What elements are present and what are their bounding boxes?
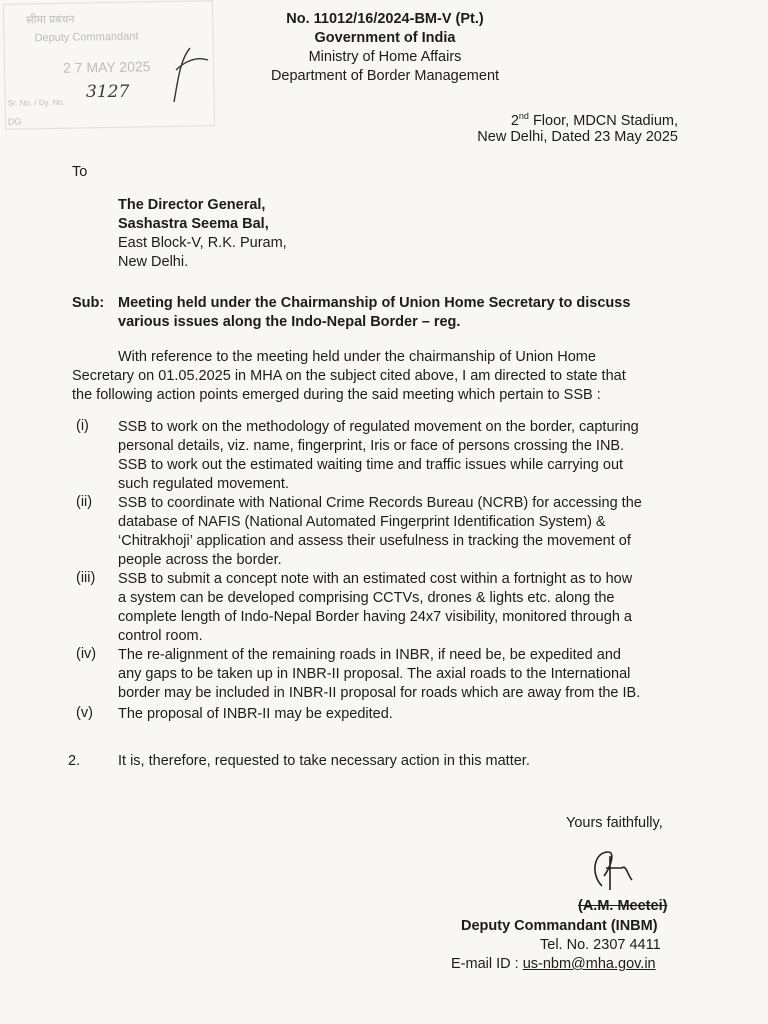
action-point-line: personal details, viz. name, fingerprint, Iris or face of persons crossing the INB. — [118, 438, 625, 454]
action-point-number: (iii) — [76, 570, 96, 586]
action-point-line: SSB to work on the methodology of regulated movement on the border, capturing — [118, 419, 639, 435]
telephone: Tel. No. 2307 4411 — [540, 937, 661, 953]
file-number: No. 11012/16/2024-BM-V (Pt.) — [286, 11, 484, 27]
email-link[interactable]: us-nbm@mha.gov.in — [522, 956, 656, 972]
stamp-dg: DG — [7, 116, 22, 127]
government-title: Government of India — [314, 30, 456, 46]
to-label: To — [72, 164, 88, 180]
stamp-line1: सीमा प्रबंधन — [26, 13, 75, 27]
floor-number: 2 — [510, 112, 519, 129]
stamp-date: 2 7 MAY 2025 — [62, 58, 151, 76]
action-point-line: ‘Chitrakhoji’ application and assess their usefulness in tracking the movement of — [118, 533, 631, 549]
action-point-line: SSB to coordinate with National Crime Records Bureau (NCRB) for accessing the — [118, 495, 642, 511]
action-point-number: (iv) — [76, 646, 97, 662]
addressee-line4: New Delhi. — [118, 254, 189, 270]
action-point-line: complete length of Indo-Nepal Border having 24x7 visibility, monitored through a — [118, 609, 632, 625]
department-title: Department of Border Management — [270, 68, 500, 84]
floor-text: Floor, MDCN Stadium, — [528, 112, 678, 129]
yours-faithfully: Yours faithfully, — [566, 815, 663, 831]
para2-number: 2. — [68, 753, 81, 769]
action-point-line: border may be included in INBR-II proposal for roads which are away from the IB. — [118, 685, 641, 701]
signatory-name: (A.M. Meetei) — [578, 898, 668, 914]
subject-label: Sub: — [72, 295, 105, 311]
stamp-line2: Deputy Commandant — [34, 30, 139, 45]
action-point-number: (v) — [76, 705, 93, 721]
dated-line: New Delhi, Dated 23 May 2025 — [477, 129, 678, 145]
para1-line2: Secretary on 01.05.2025 in MHA on the subject cited above, I am directed to state that — [72, 368, 626, 384]
ministry-title: Ministry of Home Affairs — [308, 49, 462, 65]
para2-text: It is, therefore, requested to take necessary action in this matter. — [118, 753, 530, 769]
action-point-line: SSB to submit a concept note with an estimated cost within a fortnight as to how — [118, 571, 633, 587]
subject-line2: various issues along the Indo-Nepal Border – reg. — [118, 314, 461, 330]
para1-line1: With reference to the meeting held under the chairmanship of Union Home — [118, 349, 596, 365]
stamp-initial-scribble — [150, 40, 220, 110]
email-label: E-mail ID : — [451, 956, 523, 972]
addressee-line1: The Director General, — [118, 197, 266, 213]
action-point-line: a system can be developed comprising CCTVs, drones & lights etc. along the — [118, 590, 615, 606]
signature — [588, 846, 634, 894]
action-point-line: database of NAFIS (National Automated Fingerprint Identification System) & — [118, 514, 606, 530]
signatory-designation: Deputy Commandant (INBM) — [461, 918, 658, 934]
action-point-line: The re-alignment of the remaining roads in INBR, if need be, be expedited and — [118, 647, 621, 663]
action-point-line: such regulated movement. — [118, 476, 289, 492]
para1-line3: the following action points emerged during the said meeting which pertain to SSB : — [72, 387, 601, 403]
floor-superscript: nd — [518, 111, 529, 121]
action-point-line: The proposal of INBR-II may be expedited. — [118, 706, 393, 722]
action-point-number: (ii) — [76, 494, 93, 510]
email-line — [451, 955, 656, 974]
action-point-line: people across the border. — [118, 552, 282, 568]
stamp-small: Sr. No. / Dy. No. — [7, 97, 65, 108]
stamp-number: 3127 — [86, 82, 130, 102]
action-point-line: control room. — [118, 628, 203, 644]
addressee-line2: Sashastra Seema Bal, — [118, 216, 269, 232]
subject-line1: Meeting held under the Chairmanship of Union Home Secretary to discuss — [118, 295, 631, 311]
action-point-line: SSB to work out the estimated waiting time and traffic issues while carrying out — [118, 457, 624, 473]
action-point-line: any gaps to be taken up in INBR-II proposal. The axial roads to the International — [118, 666, 631, 682]
action-point-number: (i) — [76, 418, 89, 434]
addressee-line3: East Block-V, R.K. Puram, — [118, 235, 287, 251]
